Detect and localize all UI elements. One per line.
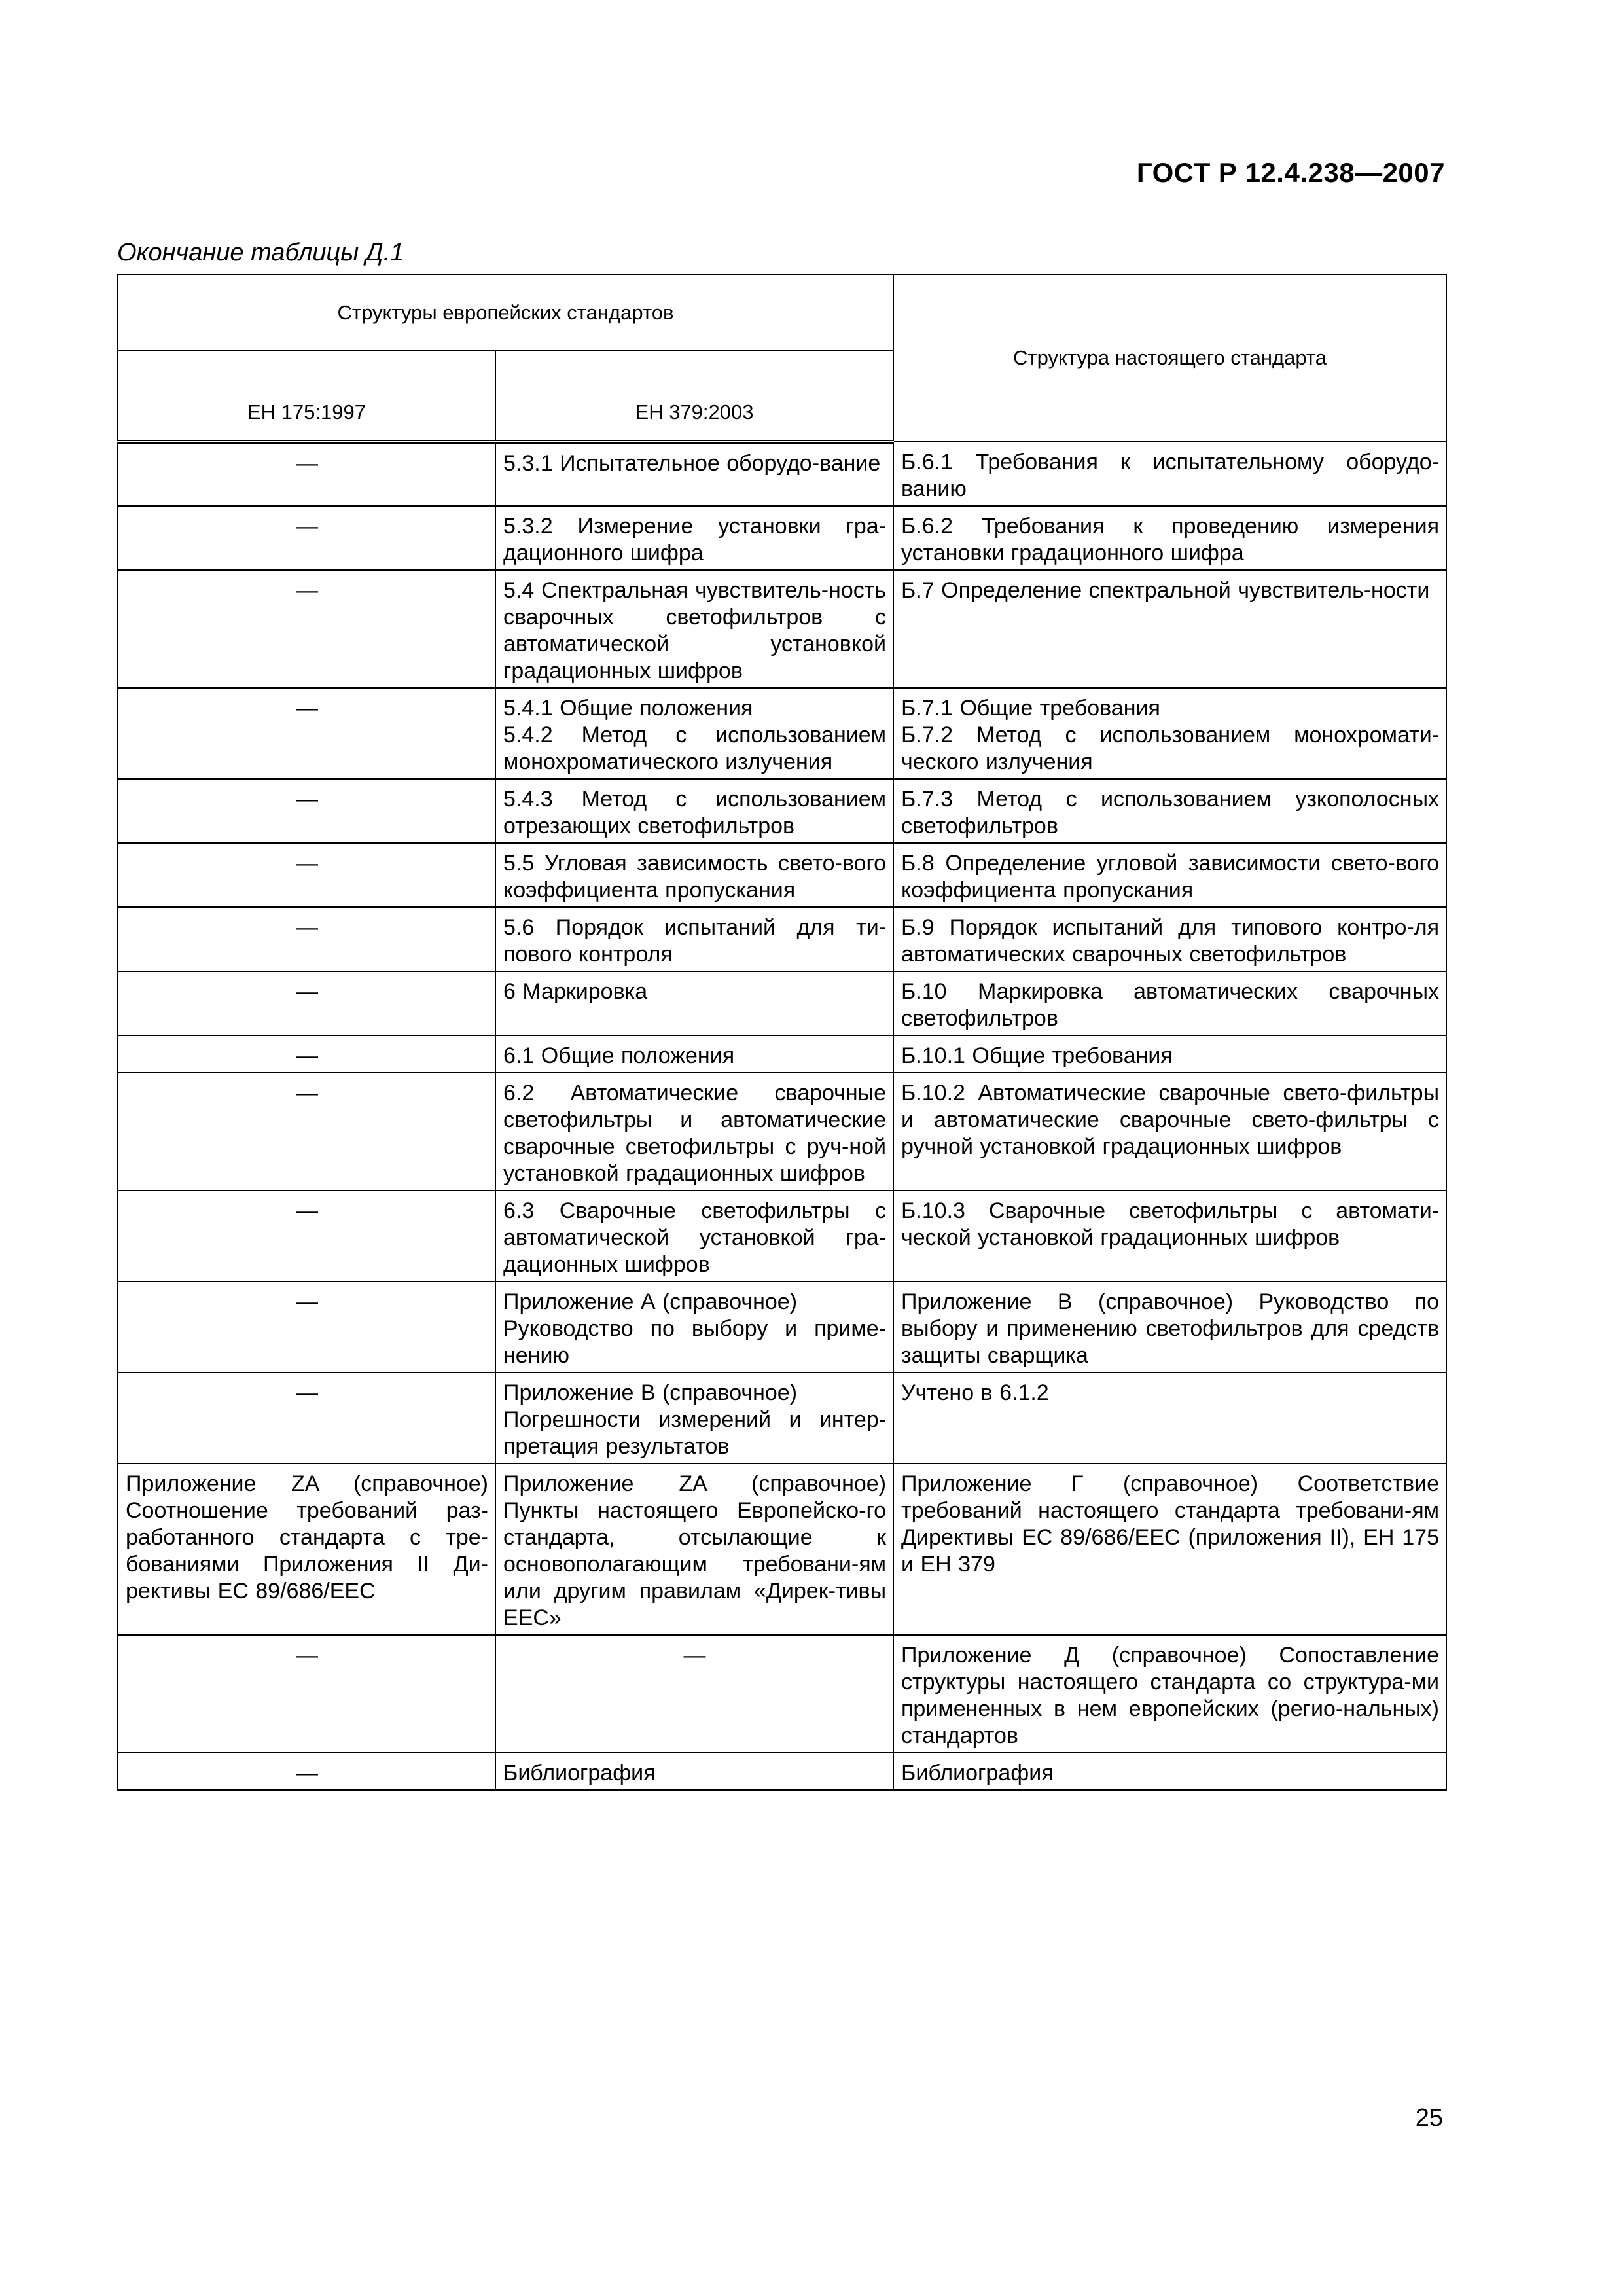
cell-en379 [495, 907, 893, 971]
table-row [118, 1282, 1446, 1372]
cell-en379 [495, 688, 893, 779]
cell-this-standard [893, 907, 1446, 971]
document-code: ГОСТ Р 12.4.238—2007 [1136, 157, 1445, 188]
cell-line: Библиография [503, 1761, 656, 1785]
cell-this-standard [893, 971, 1446, 1035]
table-row [118, 971, 1446, 1035]
cell-this-standard [893, 442, 1446, 506]
cell-en175: — [118, 1073, 495, 1191]
table-row [118, 570, 1446, 688]
correspondence-table [117, 274, 1447, 1791]
cell-line: 5.4.1 Общие положения [503, 696, 753, 721]
cell-line: Руководство по выбору и приме-нению [503, 1316, 887, 1368]
cell-en175: — [118, 1191, 495, 1282]
cell-line: Б.10.2 Автоматические сварочные свето-фильтры и автоматические сварочные свето-фильтры с ручной установкой градационных шифров [901, 1081, 1440, 1159]
cell-this-standard [893, 1073, 1446, 1191]
cell-this-standard [893, 779, 1446, 843]
table-row [118, 1753, 1446, 1790]
cell-this-standard [893, 1463, 1446, 1635]
cell-en379 [495, 843, 893, 907]
cell-line: Б.10 Маркировка автоматических сварочных светофильтров [901, 979, 1440, 1031]
cell-line: Приложение ZA (справочное) Пункты настоящего Европейско-го стандарта, отсылающие к основополагающим требовани-ям или другим правилам «Дирек-тивы ЕЕС» [503, 1471, 887, 1630]
cell-en175: — [118, 1372, 495, 1463]
cell-this-standard [893, 1372, 1446, 1463]
cell-line: Б.7.2 Метод с использованием монохромати-ческого излучения [901, 723, 1440, 774]
cell-line: Учтено в 6.1.2 [901, 1380, 1049, 1405]
cell-line: Б.7 Определение спектральной чувствитель-ности [901, 578, 1430, 603]
cell-line: 5.4.3 Метод с использованием отрезающих светофильтров [503, 787, 887, 838]
cell-line: Библиография [901, 1761, 1054, 1785]
cell-en175: — [118, 779, 495, 843]
cell-line: Приложение Г (справочное) Соответствие требований настоящего стандарта требовани-ям Директивы ЕС 89/686/ЕЕС (приложения II), ЕН 175 и ЕН 379 [901, 1471, 1440, 1577]
cell-line: 6.3 Сварочные светофильтры с автоматической установкой гра-дационных шифров [503, 1198, 887, 1277]
header-this-standard: Структура настоящего стандарта [893, 274, 1446, 442]
table-row [118, 1635, 1446, 1753]
header-en175: ЕН 175:1997 [118, 351, 495, 442]
cell-line: Б.10.1 Общие требования [901, 1043, 1173, 1068]
cell-en379 [495, 1282, 893, 1372]
page-number: 25 [1415, 2104, 1443, 2132]
table-row [118, 442, 1446, 506]
cell-en379 [495, 1463, 893, 1635]
cell-this-standard [893, 506, 1446, 570]
cell-en379 [495, 442, 893, 506]
cell-line: Приложение В (справочное) Руководство по выбору и применению светофильтров для средств защиты сварщика [901, 1289, 1440, 1368]
table-row [118, 1372, 1446, 1463]
cell-line: Б.6.2 Требования к проведению измерения установки градационного шифра [901, 514, 1440, 565]
cell-line: Б.9 Порядок испытаний для типового контро-ля автоматических сварочных светофильтров [901, 915, 1440, 967]
cell-line: 5.4.2 Метод с использованием монохроматического излучения [503, 723, 887, 774]
table-row [118, 907, 1446, 971]
table-row [118, 779, 1446, 843]
cell-en175: — [118, 843, 495, 907]
cell-line: Б.8 Определение угловой зависимости свето-вого коэффициента пропускания [901, 851, 1440, 903]
table-row [118, 843, 1446, 907]
table-row [118, 1191, 1446, 1282]
cell-line: 6.2 Автоматические сварочные светофильтры и автоматические сварочные светофильтры с руч-ной установкой градационных шифров [503, 1081, 887, 1186]
cell-en379 [495, 1073, 893, 1191]
cell-line: Б.7.3 Метод с использованием узкополосных светофильтров [901, 787, 1440, 838]
cell-en175: — [118, 506, 495, 570]
cell-line: Приложение В (справочное) [503, 1380, 798, 1405]
cell-this-standard [893, 843, 1446, 907]
cell-line: Приложение Д (справочное) Сопоставление структуры настоящего стандарта со структура-ми примененных в нем европейских (регио-нальных) стандартов [901, 1643, 1440, 1748]
cell-this-standard [893, 1282, 1446, 1372]
cell-en175: — [118, 1035, 495, 1073]
cell-en379 [495, 1372, 893, 1463]
cell-line: Б.6.1 Требования к испытательному оборудо-ванию [901, 450, 1440, 501]
cell-line: 6.1 Общие положения [503, 1043, 735, 1068]
cell-en379 [495, 1635, 893, 1753]
cell-en175: — [118, 1753, 495, 1790]
table-body [118, 442, 1446, 1790]
cell-line: 5.3.1 Испытательное оборудо-вание [503, 451, 881, 476]
cell-en175: — [118, 1635, 495, 1753]
cell-this-standard [893, 1635, 1446, 1753]
cell-line: 6 Маркировка [503, 979, 648, 1004]
cell-en175: — [118, 442, 495, 506]
header-european-standards: Структуры европейских стандартов [118, 274, 893, 351]
cell-line: Погрешности измерений и интер-претация результатов [503, 1407, 887, 1459]
cell-line: Б.10.3 Сварочные светофильтры с автомати-ческой установкой градационных шифров [901, 1198, 1440, 1250]
cell-this-standard [893, 570, 1446, 688]
cell-line: Б.7.1 Общие требования [901, 696, 1160, 721]
cell-line: 5.6 Порядок испытаний для ти-пового контроля [503, 915, 887, 967]
cell-en379 [495, 1191, 893, 1282]
cell-line: 5.5 Угловая зависимость свето-вого коэффициента пропускания [503, 851, 887, 903]
cell-en379 [495, 1035, 893, 1073]
table-row [118, 1463, 1446, 1635]
table-row [118, 1035, 1446, 1073]
table-row [118, 688, 1446, 779]
cell-en175: — [118, 570, 495, 688]
table-caption: Окончание таблицы Д.1 [117, 239, 404, 266]
cell-this-standard [893, 1035, 1446, 1073]
cell-en175: — [118, 971, 495, 1035]
cell-en379 [495, 779, 893, 843]
cell-this-standard [893, 1753, 1446, 1790]
cell-this-standard [893, 688, 1446, 779]
table-row [118, 1073, 1446, 1191]
cell-en379 [495, 971, 893, 1035]
cell-line: 5.4 Спектральная чувствитель-ность сварочных светофильтров с автоматической установкой градационных шифров [503, 578, 887, 683]
cell-en175: — [118, 1282, 495, 1372]
cell-en379 [495, 570, 893, 688]
cell-en379 [495, 1753, 893, 1790]
cell-this-standard [893, 1191, 1446, 1282]
cell-en175: — [118, 907, 495, 971]
cell-en379 [495, 506, 893, 570]
header-en379: ЕН 379:2003 [495, 351, 893, 442]
table-row [118, 506, 1446, 570]
cell-en175: Приложение ZA (справочное) Соотношение требований раз-работанного стандарта с тре-бованиями Приложения II Ди-рективы ЕС 89/686/ЕЕС [118, 1463, 495, 1635]
cell-line: 5.3.2 Измерение установки гра-дационного шифра [503, 514, 887, 565]
cell-line: — [683, 1643, 706, 1668]
cell-en175: — [118, 688, 495, 779]
cell-line: Приложение А (справочное) [503, 1289, 798, 1314]
